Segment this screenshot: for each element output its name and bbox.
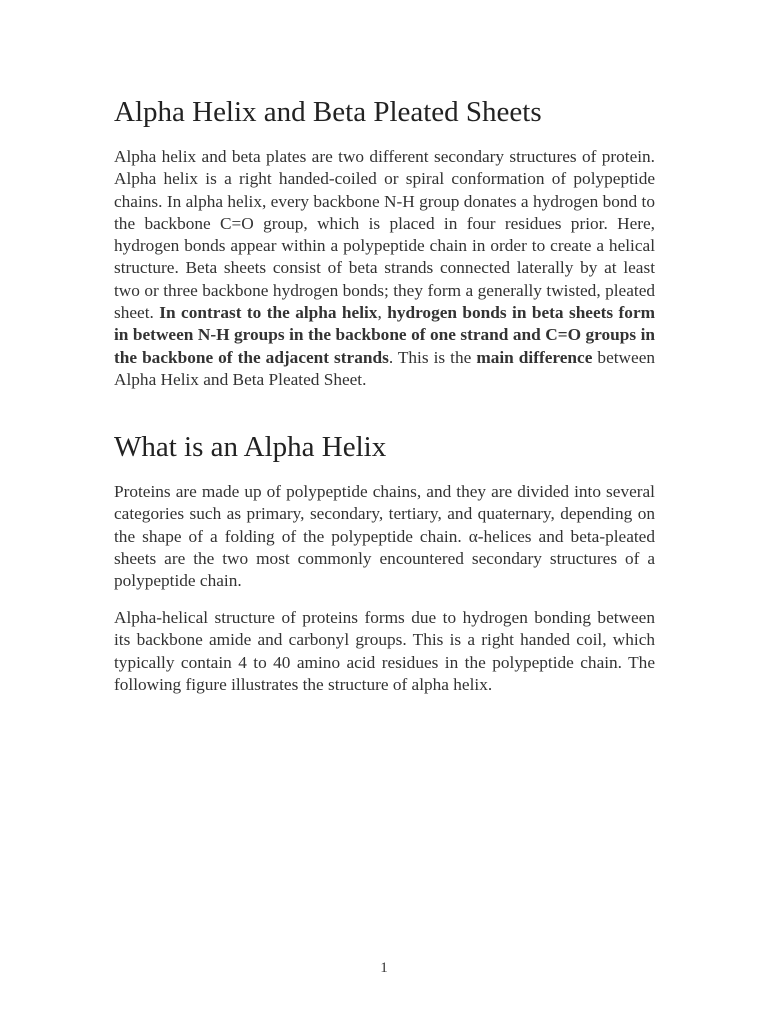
alpha-helix-paragraph: Alpha-helical structure of proteins forms due to hydrogen bonding between its backbone amide and carbonyl groups. This is a right handed coil, which typically contain 4 to 40 amino acid residues in the polypeptide chain. The following figure illustrates the structure of alpha helix. bbox=[114, 608, 655, 694]
intro-bold-run: main difference bbox=[476, 347, 593, 367]
section-heading: What is an Alpha Helix bbox=[114, 431, 387, 463]
intro-bold-run: hydrogen bonds in beta sheets form in between N-H groups in the backbone of one strand and C=O groups in the backbone of the adjacent strands bbox=[114, 303, 656, 367]
intro-text-run: Alpha helix and beta plates are two different secondary structures of protein. Alpha helix is a right handed-coiled or spiral conformation of polypeptide chains. In alpha helix, every backbone N-H group donates a hydrogen bond to the backbone C=O group, which is placed in four residues prior. Here, hydrogen bonds appear within a polypeptide chain in order to create a helical structure. Beta sheets consist of beta strands connected laterally by at least two or three backbone hydrogen bonds; they form a generally twisted, pleated sheet. bbox=[114, 147, 655, 323]
intro-bold-run: In contrast to the alpha helix bbox=[159, 303, 378, 323]
intro-text-run: , bbox=[377, 303, 388, 323]
intro-text-run: . This is the bbox=[388, 347, 477, 367]
page-title: Alpha Helix and Beta Pleated Sheets bbox=[114, 96, 542, 128]
page-number: 1 bbox=[380, 960, 388, 976]
intro-paragraph bbox=[114, 146, 655, 391]
intro-text-run: between Alpha Helix and Beta Pleated Sheet. bbox=[114, 347, 655, 389]
proteins-paragraph: Proteins are made up of polypeptide chains, and they are divided into several categories such as primary, secondary, tertiary, and quaternary, depending on the shape of a folding of the polypeptide chain. α-helices and beta-pleated sheets are the two most commonly encountered secondary structures of a polypeptide chain. bbox=[114, 482, 655, 591]
